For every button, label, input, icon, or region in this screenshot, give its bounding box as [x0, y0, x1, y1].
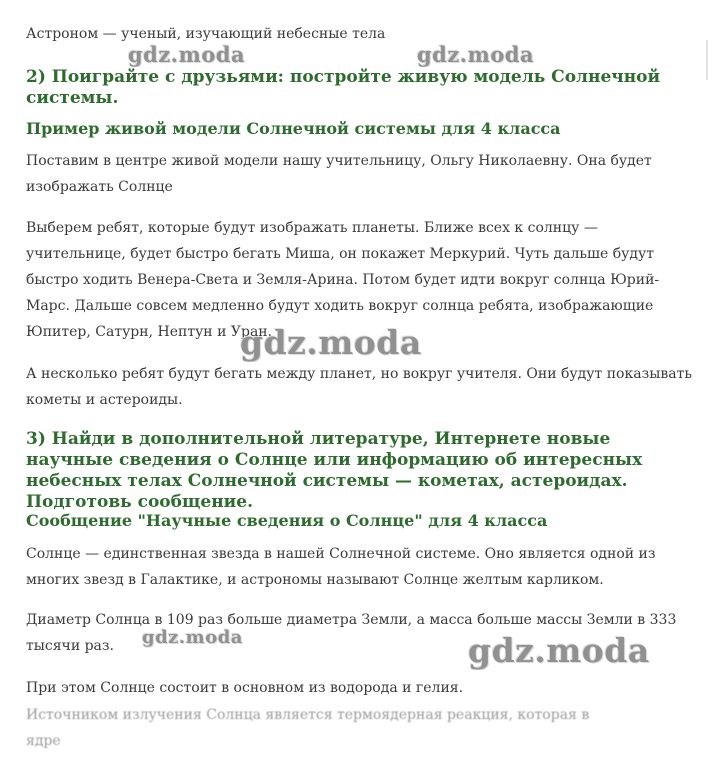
- section-2-paragraph-3: А несколько ребят будут бегать между планет, но вокруг учителя. Они будут показывать кометы и астероиды.: [26, 366, 692, 408]
- watermark-logo: gdz.moda: [417, 42, 535, 67]
- top-strip: [0, 0, 716, 4]
- section-3-heading: 3) Найди в дополнительной литературе, Интернете новые научные сведения о Солнце или информацию об интересных небесных телах Солнечной системы — кометах, астероидах. Подготовь сообщение.: [26, 429, 643, 512]
- section-3-paragraph-1: Солнце — единственная звезда в нашей Солнечной системе. Оно является одной из многих звезд в Галактике, и астрономы называют Солнце желтым карликом.: [26, 546, 656, 588]
- cut-off-text-line: [26, 707, 616, 749]
- watermark-logo: gdz.moda: [128, 42, 246, 67]
- watermark-logo: gdz.moda: [468, 631, 650, 670]
- page-edge: [706, 40, 708, 80]
- section-2-paragraph-1: Поставим в центре живой модели нашу учительницу, Ольгу Николаевну. Она будет изображать Солнце: [26, 153, 652, 195]
- section-3-paragraph-3: При этом Солнце состоит в основном из водорода и гелия.: [26, 680, 464, 696]
- watermark-logo: gdz.moda: [240, 323, 422, 362]
- section-2-heading: 2) Поиграйте с друзьями: постройте живую модель Солнечной системы.: [26, 67, 661, 108]
- cut-off-text: Источником излучения Солнца является термоядерная реакция, которая в ядре: [26, 707, 590, 749]
- section-3-paragraph-2: Диаметр Солнца в 109 раз больше диаметра Земли, а масса больше массы Земли в 333 тысячи раз.: [26, 612, 677, 654]
- watermark-logo: gdz.moda: [142, 627, 243, 648]
- section-2-paragraph-2: Выберем ребят, которые будут изображать планеты. Ближе всех к солнцу — учительнице, будет быстро бегать Миша, он покажет Меркурий. Чуть дальше будут быстро ходить Венера-Света и Земля-Арина. Потом будет идти вокруг солнца Юрий-Марс. Дальше совсем медленно будут ходить вокруг солнца ребята, изображающие Юпитер, Сатурн, Нептун и Уран.: [26, 220, 660, 340]
- section-3-subheading: Сообщение "Научные сведения о Солнце" для 4 класса: [26, 511, 548, 530]
- intro-line: Астроном — ученый, изучающий небесные тела: [26, 26, 386, 42]
- section-2-subheading: Пример живой модели Солнечной системы для 4 класса: [26, 119, 561, 138]
